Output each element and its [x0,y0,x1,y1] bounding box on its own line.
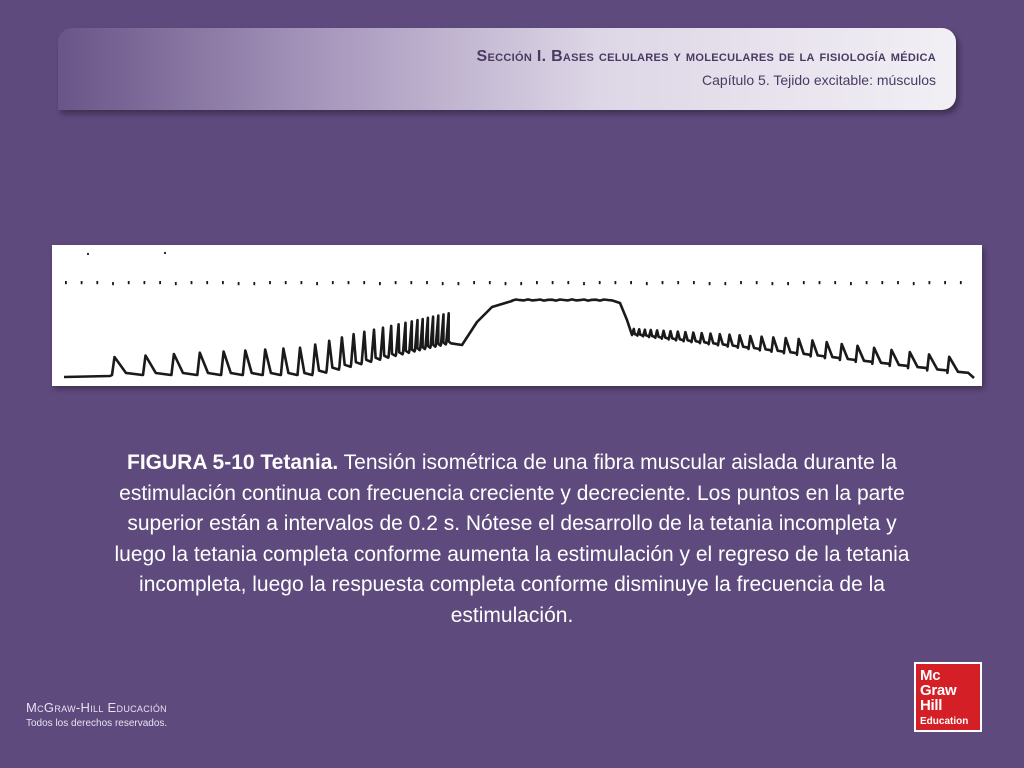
timing-dot [630,281,632,284]
timing-dot [929,281,931,284]
timing-dot [646,282,648,285]
timing-dot [881,281,883,284]
timing-dot [536,281,538,284]
timing-dot [96,281,98,284]
logo-line-3: Hill [920,697,943,714]
timing-dot [301,281,303,284]
timing-dot [332,281,334,284]
timing-dot [112,282,114,285]
timing-dot [458,282,460,285]
timing-dot [850,282,852,285]
timing-dot [253,282,255,285]
mcgraw-hill-logo [914,662,982,732]
timing-dot [772,282,774,285]
stray-mark [164,252,166,254]
timing-dot [81,281,83,284]
timing-dot [520,282,522,285]
timing-dot [222,281,224,284]
timing-dot [65,281,67,284]
timing-dot [724,282,726,285]
timing-dot [363,281,365,284]
timing-dot [740,281,742,284]
caption-text: Tensión isométrica de una fibra muscular aislada durante la estimulación continua con frecuencia creciente y decreciente. Los puntos en la parte superior están a intervalos de 0.2 s. Nótese el desarrollo de la tetania incompleta y luego la tetania completa conforme aumenta la estimulación y el regreso de la tetania incompleta, luego la respuesta completa conforme disminuye la frecuencia de la estimulación. [114,451,910,627]
timing-dot [316,282,318,285]
tetany-figure [52,245,982,386]
timing-dot [944,281,946,284]
timing-dot [175,282,177,285]
timing-dot [410,281,412,284]
timing-dot [913,282,915,285]
timing-dot [709,282,711,285]
timing-dot [756,281,758,284]
timing-dot [489,281,491,284]
chapter-title: Capítulo 5. Tejido excitable: músculos [702,72,936,88]
timing-dot [693,281,695,284]
timing-dot [159,281,161,284]
timing-dot [866,281,868,284]
timing-dot [552,281,554,284]
timing-dot [599,281,601,284]
timing-dot [285,281,287,284]
timing-dot [677,281,679,284]
logo-line-1: Mc [920,667,941,684]
timing-dot [379,282,381,285]
tetany-trace-image [52,245,982,386]
timing-dot [567,281,569,284]
timing-dot [206,281,208,284]
timing-dot [442,282,444,285]
timing-dot [819,281,821,284]
timing-dot [473,281,475,284]
timing-dot [144,281,146,284]
section-title: Sección I. Bases celulares y moleculares de la fisiología médica [476,48,936,65]
timing-dot [191,281,193,284]
timing-dot [426,281,428,284]
stray-mark [87,253,89,255]
timing-dot [897,281,899,284]
timing-dot [615,281,617,284]
header-banner [58,28,956,110]
timing-dot [128,281,130,284]
timing-dot [834,281,836,284]
timing-dot [662,281,664,284]
timing-dot [395,281,397,284]
timing-dot [787,282,789,285]
timing-dot [348,281,350,284]
caption-label: FIGURA 5-10 Tetania. [127,451,339,474]
timing-dot [269,281,271,284]
timing-dot [583,282,585,285]
figure-caption [100,448,924,631]
logo-line-4: Education [920,716,969,727]
publisher-name: McGraw-Hill Educación [26,700,167,715]
timing-dot [238,282,240,285]
timing-dot [960,281,962,284]
logo-line-2: Graw [920,682,957,699]
copyright-notice: Todos los derechos reservados. [26,718,168,729]
tension-trace-line [64,299,974,378]
timing-dot [505,282,507,285]
timing-dot [803,281,805,284]
